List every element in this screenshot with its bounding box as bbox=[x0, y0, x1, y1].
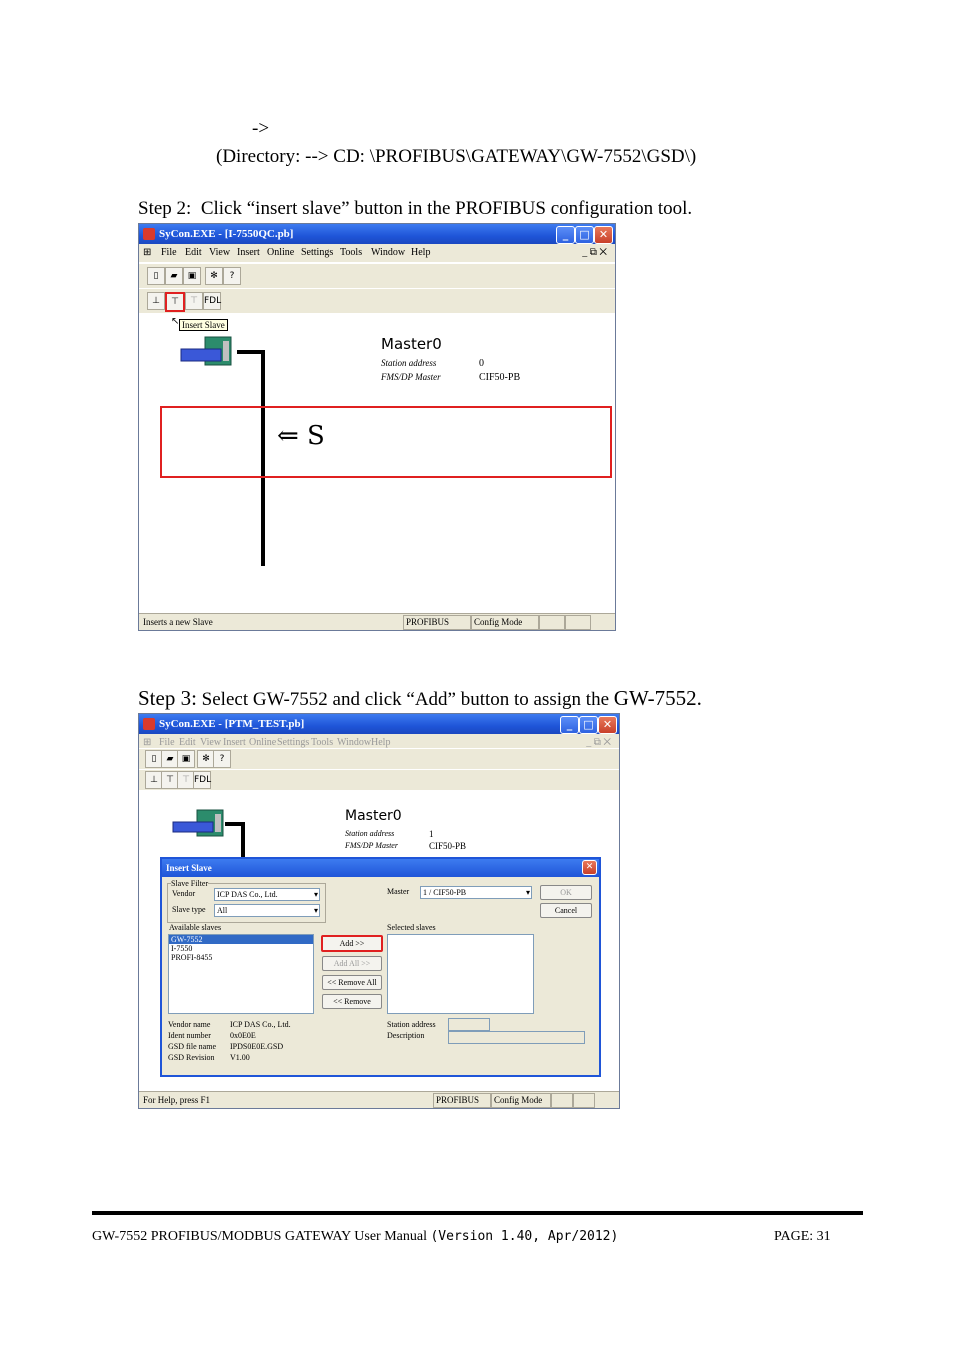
status-mode: Config Mode bbox=[471, 615, 539, 630]
slave-type-select[interactable]: All ▾ bbox=[214, 904, 320, 917]
vendor-label: Vendor bbox=[172, 889, 196, 898]
open-icon[interactable]: ▰ bbox=[165, 267, 183, 285]
footer-manual-title: GW-7552 PROFIBUS/MODBUS GATEWAY User Manual bbox=[92, 1229, 427, 1244]
selected-slaves-list[interactable] bbox=[387, 934, 534, 1014]
menu-tools[interactable]: Tools bbox=[311, 737, 334, 748]
mdi-controls[interactable]: _ ⧉ ✕ bbox=[582, 247, 607, 258]
minimize-icon[interactable]: _ bbox=[560, 716, 579, 734]
window-titlebar bbox=[139, 714, 619, 734]
menu-online[interactable]: Online bbox=[267, 247, 295, 258]
master-bus-connector bbox=[237, 350, 265, 354]
window-title: SyCon.EXE - [PTM_TEST.pb] bbox=[159, 718, 305, 730]
add-all-button[interactable]: Add All >> bbox=[322, 956, 382, 971]
menu-settings[interactable]: Settings bbox=[277, 737, 310, 748]
menu-window[interactable]: Window bbox=[371, 247, 406, 258]
step3-product: GW-7552. bbox=[613, 686, 702, 710]
menu-settings[interactable]: Settings bbox=[301, 247, 334, 258]
minimize-icon[interactable]: _ bbox=[556, 226, 575, 244]
toolbar-standard bbox=[139, 748, 619, 770]
menu-help[interactable]: Help bbox=[411, 247, 431, 258]
sycon-window-2 bbox=[138, 713, 620, 1109]
gsd-file-label: GSD file name bbox=[168, 1042, 216, 1051]
available-slaves-list[interactable] bbox=[168, 934, 314, 1014]
help-icon[interactable]: ? bbox=[223, 267, 241, 285]
insert-slave-dialog bbox=[160, 857, 601, 1077]
cancel-button[interactable]: Cancel bbox=[540, 903, 592, 918]
directory-text: (Directory: --> CD: \PROFIBUS\GATEWAY\GW-7552\GSD\) bbox=[216, 146, 697, 167]
station-address-value: 0 bbox=[479, 358, 484, 369]
master-name[interactable]: Master0 bbox=[345, 808, 402, 824]
step3-text: Select GW-7552 and click “Add” button to assign the bbox=[201, 689, 610, 710]
station-address-label: Station address bbox=[345, 829, 395, 838]
close-icon[interactable]: ✕ bbox=[594, 226, 613, 244]
dialog-body bbox=[162, 877, 599, 1075]
insert-master-icon[interactable]: ⊥ bbox=[147, 292, 165, 310]
description-input[interactable] bbox=[448, 1031, 585, 1044]
menubar bbox=[139, 244, 615, 262]
network-canvas bbox=[139, 313, 615, 613]
footer-manual bbox=[92, 1229, 618, 1245]
toolbar-standard bbox=[139, 263, 615, 289]
slave-drop-highlight bbox=[160, 406, 612, 478]
help-icon[interactable]: ? bbox=[213, 750, 231, 768]
status-pane-empty-2 bbox=[573, 1093, 595, 1108]
gsd-revision-label: GSD Revision bbox=[168, 1053, 215, 1062]
master-select[interactable]: 1 / CIF50-PB ▾ bbox=[420, 886, 532, 899]
menu-edit[interactable]: Edit bbox=[185, 247, 202, 258]
menu-file[interactable]: File bbox=[161, 247, 177, 258]
station-address-label: Station address bbox=[381, 358, 437, 368]
fdl-icon[interactable]: FDL bbox=[193, 771, 211, 789]
available-slave-item[interactable]: GW-7552 bbox=[169, 935, 313, 944]
status-profibus: PROFIBUS bbox=[433, 1093, 491, 1108]
insert-slave-tooltip: Insert Slave bbox=[179, 319, 228, 331]
insert-slave-annotation: ⇐ S bbox=[277, 421, 325, 451]
toolbar-network bbox=[139, 769, 619, 791]
master-type-value: CIF50-PB bbox=[479, 372, 521, 383]
menu-tools[interactable]: Tools bbox=[340, 247, 363, 258]
slave-type-label: Slave type bbox=[172, 905, 206, 914]
new-icon[interactable]: ▯ bbox=[145, 750, 163, 768]
menu-insert[interactable]: Insert bbox=[237, 247, 260, 258]
cursor-arrow-icon: ↖ bbox=[171, 316, 180, 327]
master-label: Master bbox=[387, 887, 410, 896]
window-title: SyCon.EXE - [I-7550QC.pb] bbox=[159, 228, 294, 240]
status-pane-empty-1 bbox=[539, 615, 565, 630]
master-type-label: FMS/DP Master bbox=[345, 841, 398, 850]
insert-slave-icon[interactable]: ⊤ bbox=[165, 292, 185, 312]
ident-number-value: 0x0E0E bbox=[230, 1031, 256, 1040]
step2-caption bbox=[138, 198, 692, 220]
status-mode: Config Mode bbox=[491, 1093, 551, 1108]
window-titlebar bbox=[139, 224, 615, 244]
footer-version: (Version 1.40, Apr/2012) bbox=[430, 1229, 619, 1244]
ok-button[interactable]: OK bbox=[540, 885, 592, 900]
mdi-controls[interactable]: _ ⧉ ✕ bbox=[586, 737, 611, 748]
vendor-select[interactable]: ICP DAS Co., Ltd. ▾ bbox=[214, 888, 320, 901]
statusbar bbox=[139, 613, 615, 630]
menu-view[interactable]: View bbox=[209, 247, 231, 258]
sycon-app-icon bbox=[143, 228, 155, 240]
status-profibus: PROFIBUS bbox=[403, 615, 471, 630]
add-button[interactable]: Add >> bbox=[321, 935, 383, 952]
menu-online[interactable]: Online bbox=[249, 737, 277, 748]
master-bus-connector bbox=[225, 822, 245, 826]
status-pane-empty-2 bbox=[565, 615, 591, 630]
remove-button[interactable]: << Remove bbox=[322, 994, 382, 1009]
dialog-titlebar bbox=[162, 859, 599, 877]
available-slaves-label: Available slaves bbox=[169, 923, 222, 932]
menu-edit[interactable]: Edit bbox=[179, 737, 196, 748]
insert-slave-icon[interactable]: ⊤ bbox=[161, 771, 179, 789]
fdl-icon[interactable]: FDL bbox=[203, 292, 221, 310]
station-address-value: 1 bbox=[429, 829, 434, 839]
slave-filter-label: Slave Filter bbox=[171, 879, 209, 888]
doc-icon: ⊞ bbox=[143, 247, 152, 258]
step3-label: Step 3: bbox=[138, 686, 197, 710]
scan-icon[interactable]: ✻ bbox=[197, 750, 215, 768]
master-type-label: FMS/DP Master bbox=[381, 372, 441, 382]
station-address-field-label: Station address bbox=[387, 1020, 436, 1029]
station-address-input[interactable] bbox=[448, 1018, 490, 1031]
ident-number-label: Ident number bbox=[168, 1031, 211, 1040]
doc-icon: ⊞ bbox=[143, 737, 152, 748]
insert-master-icon[interactable]: ⊥ bbox=[145, 771, 163, 789]
step2-text: Click “insert slave” button in the PROFIBUS configuration tool. bbox=[200, 198, 693, 219]
sycon-app-icon bbox=[143, 718, 155, 730]
menu-file[interactable]: File bbox=[159, 737, 175, 748]
menu-view[interactable]: View bbox=[200, 737, 222, 748]
insert-device-icon[interactable]: ⊤ bbox=[177, 771, 195, 789]
toolbar-network bbox=[139, 288, 615, 314]
sycon-window-1 bbox=[138, 223, 616, 631]
vendor-name-label: Vendor name bbox=[168, 1020, 211, 1029]
remove-all-button[interactable]: << Remove All bbox=[322, 975, 382, 990]
available-slave-item[interactable]: I-7550 bbox=[171, 944, 193, 953]
save-icon[interactable]: ▣ bbox=[177, 750, 195, 768]
gsd-file-value: IPDS0E0E.GSD bbox=[230, 1042, 284, 1051]
close-icon[interactable]: ✕ bbox=[598, 716, 617, 734]
selected-slaves-label: Selected slaves bbox=[387, 923, 436, 932]
maximize-icon[interactable]: □ bbox=[579, 716, 598, 734]
insert-device-icon[interactable]: ⊤ bbox=[185, 292, 203, 310]
scan-icon[interactable]: ✻ bbox=[205, 267, 223, 285]
master-card-icon bbox=[171, 808, 227, 840]
status-pane-empty-1 bbox=[551, 1093, 573, 1108]
footer-rule bbox=[92, 1211, 863, 1215]
step3-caption bbox=[138, 686, 702, 711]
menu-window[interactable]: Window bbox=[337, 737, 372, 748]
step2-label: Step 2: bbox=[138, 198, 192, 219]
arrow-text: -> bbox=[252, 118, 270, 139]
maximize-icon[interactable]: □ bbox=[575, 226, 594, 244]
gsd-revision-value: V1.00 bbox=[230, 1053, 250, 1062]
available-slave-item[interactable]: PROFI-8455 bbox=[171, 953, 213, 962]
master-type-value: CIF50-PB bbox=[429, 841, 467, 851]
new-icon[interactable]: ▯ bbox=[147, 267, 165, 285]
master-name[interactable]: Master0 bbox=[381, 335, 442, 353]
status-message: For Help, press F1 bbox=[143, 1095, 210, 1105]
statusbar bbox=[139, 1091, 619, 1108]
vendor-name-value: ICP DAS Co., Ltd. bbox=[230, 1020, 291, 1029]
menu-help[interactable]: Help bbox=[371, 737, 391, 748]
save-icon[interactable]: ▣ bbox=[183, 267, 201, 285]
description-label: Description bbox=[387, 1031, 425, 1040]
open-icon[interactable]: ▰ bbox=[161, 750, 179, 768]
master-card-icon bbox=[179, 335, 235, 369]
menu-insert[interactable]: Insert bbox=[223, 737, 246, 748]
footer-page: PAGE: 31 bbox=[774, 1229, 831, 1244]
dialog-title: Insert Slave bbox=[166, 863, 212, 873]
dialog-close-icon[interactable]: ✕ bbox=[582, 860, 597, 875]
status-message: Inserts a new Slave bbox=[143, 617, 213, 627]
